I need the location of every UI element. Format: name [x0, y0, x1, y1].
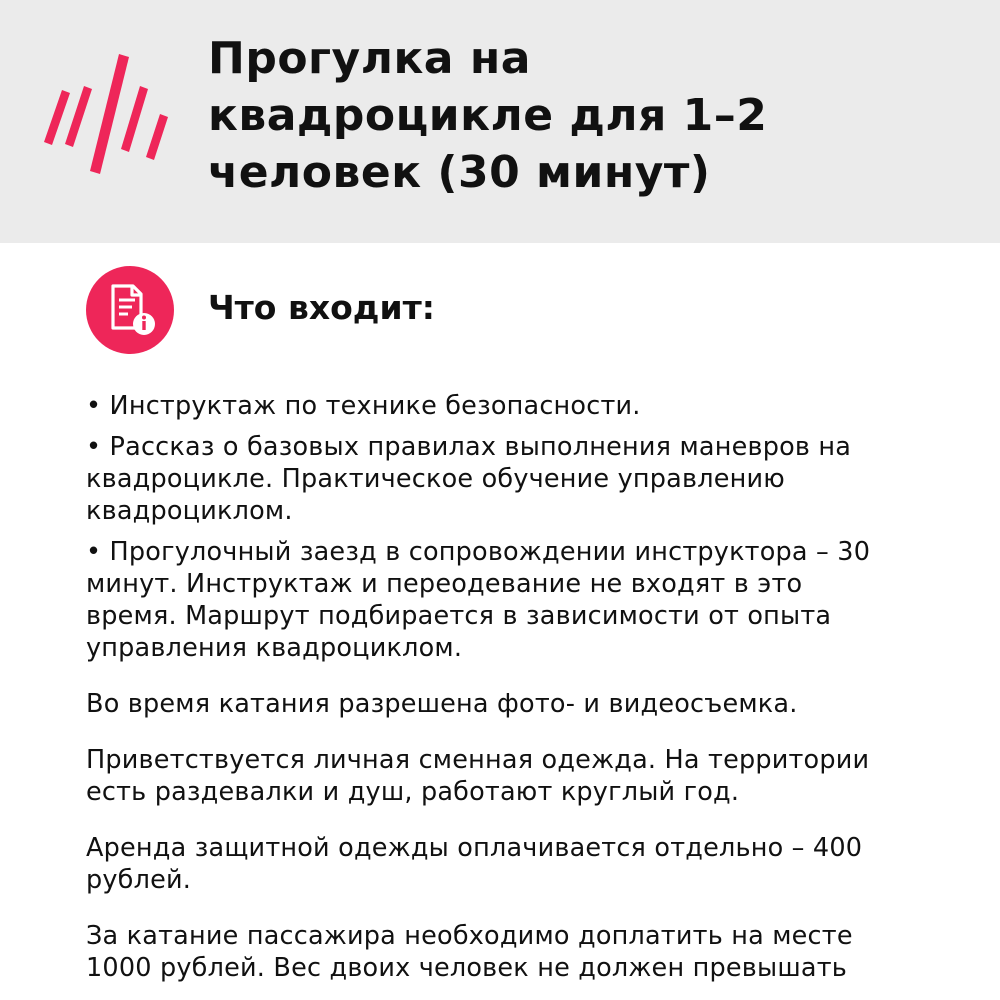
paragraph-passenger: За катание пассажира необходимо доплатить на месте 1000 рублей. Вес двоих человек не должен превышать	[86, 921, 853, 983]
list-item: • Рассказ о базовых правилах выполнения маневров на квадроцикле. Практическое обучение управлению квадроциклом.	[86, 432, 852, 526]
page-title	[208, 30, 968, 201]
slash-stripes-logo	[40, 52, 175, 177]
description-body	[86, 390, 966, 984]
paragraph-clothing: Приветствуется личная сменная одежда. На территории есть раздевалки и душ, работают круглый год.	[86, 745, 870, 807]
paragraph-photo: Во время катания разрешена фото- и видеосъемка.	[86, 689, 798, 719]
title-line: человек (30 минут)	[208, 147, 711, 198]
list-item: • Прогулочный заезд в сопровождении инструктора – 30 минут. Инструктаж и переодевание не входят в это время. Маршрут подбирается в зависимости от опыта управления квадроциклом.	[86, 537, 871, 663]
paragraph-rental: Аренда защитной одежды оплачивается отдельно – 400 рублей.	[86, 833, 863, 895]
title-line: квадроцикле для 1–2	[208, 90, 768, 141]
header-banner	[0, 0, 1000, 243]
title-line: Прогулка на	[208, 33, 531, 84]
document-info-icon	[86, 266, 174, 354]
list-item: • Инструктаж по технике безопасности.	[86, 391, 641, 421]
section-heading: Что входит:	[208, 288, 435, 327]
